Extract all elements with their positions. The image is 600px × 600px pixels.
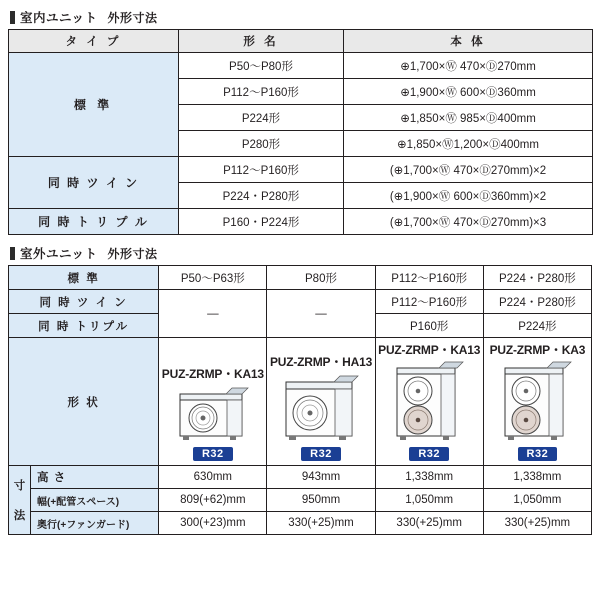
outdoor-unit-icon: [278, 370, 364, 444]
indoor-name-6: P160・P224形: [179, 209, 344, 235]
outdoor-model-0: PUZ-ZRMP・KA13: [161, 367, 264, 381]
indoor-header-type: タ イ プ: [9, 30, 179, 53]
outdoor-standard-0: P50〜P63形: [159, 266, 267, 290]
outdoor-shape-cell-0: [159, 338, 267, 466]
width-value-2: 1,050mm: [375, 489, 483, 512]
indoor-name-3: P280形: [179, 131, 344, 157]
indoor-name-1: P112〜P160形: [179, 79, 344, 105]
indoor-body-6: (⊕1,700×Ⓦ 470×Ⓓ270mm)×3: [344, 209, 593, 235]
indoor-type-triple: 同 時 ト リ プ ル: [9, 209, 179, 235]
outdoor-row-label-standard: 標 準: [9, 266, 159, 290]
depth-value-2: 330(+25)mm: [375, 512, 483, 535]
outdoor-section-title: [10, 244, 592, 262]
outdoor-unit-icon: [172, 382, 254, 444]
r32-badge-2: R32: [409, 447, 449, 461]
outdoor-twin-3: P224・P280形: [483, 290, 591, 314]
height-value-3: 1,338mm: [483, 466, 591, 489]
depth-value-1: 330(+25)mm: [267, 512, 375, 535]
width-value-3: 1,050mm: [483, 489, 591, 512]
outdoor-triple-2: P160形: [375, 314, 483, 338]
r32-badge-1: R32: [301, 447, 341, 461]
dimension-label-depth: 奥行(+ファンガード): [31, 512, 159, 535]
table-row: [9, 209, 593, 235]
table-row: [9, 290, 592, 314]
indoor-header-name: 形 名: [179, 30, 344, 53]
indoor-name-4: P112〜P160形: [179, 157, 344, 183]
indoor-subtitle-text: 外形寸法: [107, 10, 158, 25]
r32-badge-3: R32: [518, 447, 558, 461]
indoor-name-0: P50〜P80形: [179, 53, 344, 79]
indoor-header-body: 本 体: [344, 30, 593, 53]
outdoor-subtitle-text: 外形寸法: [107, 246, 158, 261]
outdoor-row-label-twin: 同 時 ツ イ ン: [9, 290, 159, 314]
title-bar-icon: [10, 11, 15, 24]
outdoor-title-text: 室外ユニット: [20, 247, 98, 261]
indoor-type-standard: 標 準: [9, 53, 179, 157]
indoor-section-title: [10, 8, 592, 26]
indoor-name-2: P224形: [179, 105, 344, 131]
height-value-1: 943mm: [267, 466, 375, 489]
outdoor-model-1: PUZ-ZRMP・HA13: [269, 355, 373, 369]
table-row: [9, 266, 592, 290]
height-value-0: 630mm: [159, 466, 267, 489]
indoor-title-text: 室内ユニット: [20, 11, 98, 25]
table-row-shape: [9, 338, 592, 466]
width-value-1: 950mm: [267, 489, 375, 512]
outdoor-standard-3: P224・P280形: [483, 266, 591, 290]
outdoor-unit-icon: [389, 358, 469, 444]
outdoor-unit-icon: [497, 358, 577, 444]
indoor-body-1: ⊕1,900×Ⓦ 600×Ⓓ360mm: [344, 79, 593, 105]
outdoor-standard-1: P80形: [267, 266, 375, 290]
dimension-label-char-0: 寸: [13, 480, 26, 492]
table-row: [9, 466, 592, 489]
indoor-name-5: P224・P280形: [179, 183, 344, 209]
outdoor-twin-2: P112〜P160形: [375, 290, 483, 314]
indoor-body-2: ⊕1,850×Ⓦ 985×Ⓓ400mm: [344, 105, 593, 131]
table-row: [9, 512, 592, 535]
outdoor-unit-figure-3: [484, 358, 591, 461]
outdoor-row-label-triple: 同 時 トリプル: [9, 314, 159, 338]
indoor-table: [8, 29, 593, 235]
outdoor-model-2: PUZ-ZRMP・KA13: [378, 343, 481, 357]
indoor-body-3: ⊕1,850×Ⓦ1,200×Ⓓ400mm: [344, 131, 593, 157]
indoor-body-5: (⊕1,900×Ⓦ 600×Ⓓ360mm)×2: [344, 183, 593, 209]
indoor-type-twin: 同 時 ツ イ ン: [9, 157, 179, 209]
outdoor-twin-0: —: [159, 290, 267, 338]
table-row: [9, 157, 593, 183]
r32-badge-0: R32: [193, 447, 233, 461]
indoor-body-4: (⊕1,700×Ⓦ 470×Ⓓ270mm)×2: [344, 157, 593, 183]
outdoor-model-3: PUZ-ZRMP・KA3: [489, 343, 586, 357]
outdoor-unit-figure-1: [267, 370, 374, 461]
title-bar-icon: [10, 247, 15, 260]
outdoor-shape-cell-2: [375, 338, 483, 466]
outdoor-table: [8, 265, 592, 535]
dimension-label-width: 幅(+配管スペース): [31, 489, 159, 512]
outdoor-unit-figure-2: [376, 358, 483, 461]
dimension-group-label: [9, 466, 31, 535]
dimension-label-height: 高 さ: [31, 466, 159, 489]
outdoor-shape-cell-1: [267, 338, 375, 466]
table-row: [9, 489, 592, 512]
indoor-table-header-row: [9, 30, 593, 53]
outdoor-standard-2: P112〜P160形: [375, 266, 483, 290]
dimension-label-char-1: 法: [13, 510, 26, 522]
outdoor-shape-label: 形 状: [9, 338, 159, 466]
width-value-0: 809(+62)mm: [159, 489, 267, 512]
outdoor-triple-3: P224形: [483, 314, 591, 338]
outdoor-twin-1: —: [267, 290, 375, 338]
outdoor-unit-figure-0: [159, 382, 266, 461]
height-value-2: 1,338mm: [375, 466, 483, 489]
indoor-body-0: ⊕1,700×Ⓦ 470×Ⓓ270mm: [344, 53, 593, 79]
depth-value-3: 330(+25)mm: [483, 512, 591, 535]
depth-value-0: 300(+23)mm: [159, 512, 267, 535]
table-row: [9, 53, 593, 79]
outdoor-shape-cell-3: [483, 338, 591, 466]
